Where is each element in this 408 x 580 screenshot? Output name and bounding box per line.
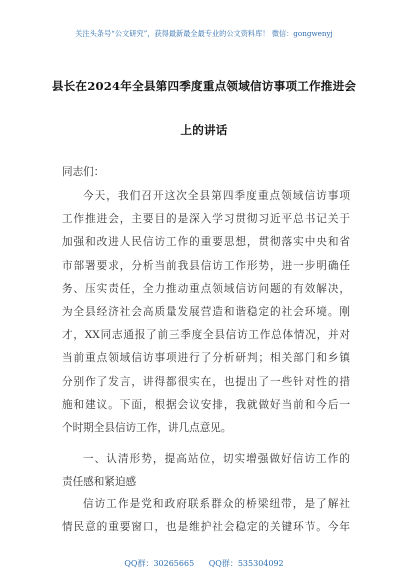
paragraph-line: 为全县经济社会高质量发展营造和谐稳定的社会环境。刚: [62, 306, 350, 319]
paragraph-line: 工作推进会，主要目的是深入学习贯彻习近平总书记关于: [62, 213, 350, 226]
paragraph-line: 信访工作是党和政府联系群众的桥梁纽带，是了解社: [83, 498, 350, 510]
paragraph-line: 务、压实责任，全力推动重点领域信访问题的有效解决，: [62, 282, 350, 295]
heading-line: 一、认清形势，提高站位，切实增强做好信访工作的: [83, 453, 350, 465]
paragraph-line: 个时期全县信访工作，讲几点意见。: [62, 422, 232, 435]
heading-line: 责任感和紧迫感: [62, 476, 137, 489]
header-banner: 关注头条号“公文研究”，获得最新最全最专业的公文资料库！ 微信：gongwenyj: [75, 29, 333, 38]
salutation: 同志们：: [62, 166, 105, 178]
document-title: 县长在2024年全县第四季度重点领域信访事项工作推进会: [51, 79, 357, 93]
footer-qq-group-1: QQ群：30265665: [124, 559, 195, 568]
paragraph-1: [62, 185, 350, 440]
paragraph-line: 当前重点领域信访事项进行了分析研判；相关部门和乡镇: [62, 352, 350, 365]
document-title-line2: 上的讲话: [180, 123, 228, 137]
section-heading-1: [62, 448, 350, 494]
footer-contacts: [0, 558, 408, 569]
paragraph-2: [62, 493, 350, 539]
paragraph-line: 市部署要求，分析当前我县信访工作形势，进一步明确任: [62, 259, 350, 272]
paragraph-line: 施和建议。下面，根据会议安排，我就做好当前和今后一: [62, 398, 350, 411]
paragraph-line: 今天，我们召开这次全县第四季度重点领域信访事项: [83, 190, 350, 202]
paragraph-line: 加强和改进人民信访工作的重要思想，贯彻落实中央和省: [62, 236, 350, 249]
footer-qq-group-2: QQ群：535304092: [208, 559, 284, 568]
paragraph-line: 才，XX同志通报了前三季度全县信访工作总体情况，并对: [62, 329, 350, 342]
paragraph-line: 情民意的重要窗口，也是维护社会稳定的关键环节。今年: [62, 521, 350, 534]
paragraph-line: 分别作了发言，讲得都很实在，也提出了一些针对性的措: [62, 375, 350, 388]
